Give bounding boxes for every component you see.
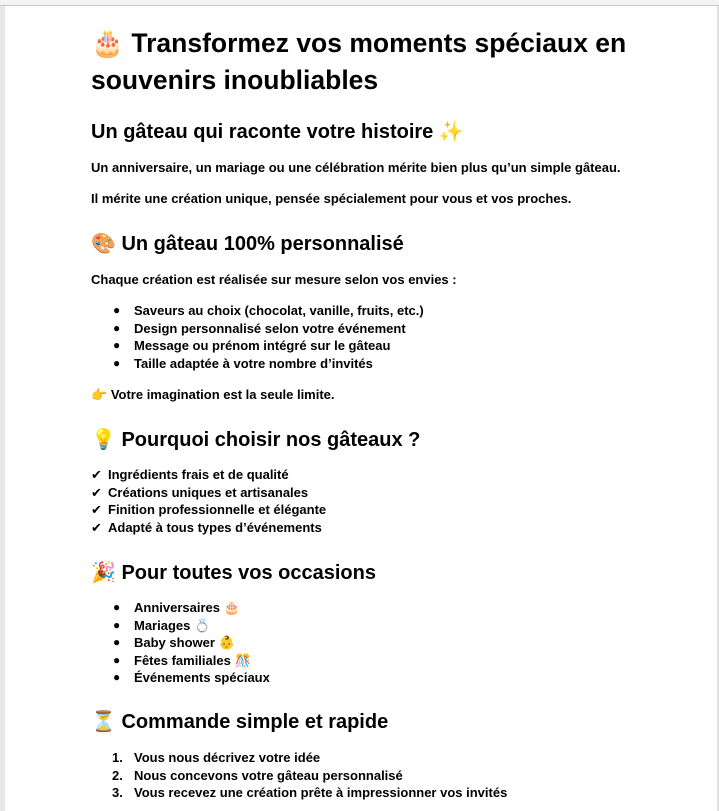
- list-item-text: Baby shower: [134, 635, 215, 650]
- hourglass-icon: ⏳: [91, 709, 116, 733]
- sparkles-icon: ✨: [438, 119, 464, 143]
- step-number: 1.: [112, 750, 123, 765]
- list-item-text: Créations uniques et artisanales: [108, 484, 309, 500]
- check-icon: ✔: [91, 519, 102, 535]
- bullet-icon: ●: [113, 600, 121, 614]
- step-number: 2.: [112, 767, 123, 783]
- list-item-text: Finition professionnelle et élégante: [108, 502, 327, 517]
- bullet-icon: ●: [113, 617, 121, 632]
- list-item-text: Événements spéciaux: [134, 670, 270, 685]
- list-item: [91, 501, 326, 519]
- list-item-text: Mariages: [134, 617, 191, 633]
- list-item-text: Anniversaires: [134, 600, 220, 615]
- section-heading-why: [91, 426, 420, 453]
- pointing-hand-icon: 👉: [91, 388, 108, 403]
- bullet-icon: ●: [113, 670, 121, 684]
- list-item-text: Ingrédients frais et de qualité: [108, 467, 289, 482]
- section-heading-occasions: [91, 559, 376, 586]
- title-text: Transformez vos moments spéciaux en souvenirs inoubliables: [91, 28, 627, 95]
- section-heading-story: [91, 118, 464, 145]
- bullet-icon: ●: [113, 355, 121, 370]
- paragraph: Il mérite une création unique, pensée spécialement pour vous et vos proches.: [91, 191, 572, 206]
- page-left-margin: [0, 6, 5, 811]
- bullet-icon: ●: [113, 303, 121, 317]
- list-item-text: Vous recevez une création prête à impressionner vos invités: [134, 785, 508, 800]
- heading-text: Un gâteau qui raconte votre histoire: [91, 121, 434, 143]
- artist-palette-icon: 🎨: [91, 231, 116, 255]
- birthday-cake-icon: 🎂: [91, 28, 124, 59]
- benefits-list: [91, 466, 326, 536]
- heading-text: Pour toutes vos occasions: [121, 562, 376, 584]
- document-title: [91, 25, 651, 98]
- paragraph: Un anniversaire, un mariage ou une célébration mérite bien plus qu’un simple gâteau.: [91, 160, 621, 175]
- page-top-border: [0, 0, 719, 6]
- list-item: [91, 466, 326, 484]
- step-number: 3.: [112, 785, 123, 800]
- list-item-text: Taille adaptée à votre nombre d’invités: [134, 355, 373, 371]
- baby-icon: 👶: [218, 636, 235, 651]
- list-item: [91, 519, 326, 537]
- bullet-icon: ●: [113, 652, 121, 667]
- heading-text: Commande simple et rapide: [121, 711, 389, 733]
- confetti-ball-icon: 🎊: [234, 653, 251, 669]
- list-item-text: Design personnalisé selon votre événement: [134, 320, 406, 336]
- heading-text: Un gâteau 100% personnalisé: [121, 233, 404, 255]
- party-popper-icon: 🎉: [91, 560, 116, 584]
- list-item: [91, 484, 326, 502]
- birthday-cake-icon: 🎂: [223, 601, 240, 616]
- bullet-icon: ●: [113, 320, 121, 335]
- ring-icon: 💍: [194, 618, 211, 634]
- check-icon: ✔: [91, 484, 102, 500]
- list-item-text: Adapté à tous types d’événements: [108, 519, 322, 535]
- paragraph-closing: [91, 386, 335, 405]
- check-icon: ✔: [91, 502, 102, 517]
- list-item-text: Saveurs au choix (chocolat, vanille, fruits, etc.): [134, 303, 424, 318]
- bullet-icon: ●: [113, 338, 121, 352]
- list-item-text: Message ou prénom intégré sur le gâteau: [134, 338, 391, 353]
- section-heading-order: [91, 708, 388, 735]
- section-heading-personalized: [91, 230, 404, 257]
- list-item-text: Vous nous décrivez votre idée: [134, 750, 321, 765]
- list-item-text: Fêtes familiales: [134, 652, 231, 668]
- paragraph-intro: Chaque création est réalisée sur mesure selon vos envies :: [91, 272, 457, 287]
- bullet-icon: ●: [113, 635, 121, 649]
- closing-text: Votre imagination est la seule limite.: [110, 387, 335, 402]
- list-item-text: Nous concevons votre gâteau personnalisé: [134, 767, 403, 783]
- heading-text: Pourquoi choisir nos gâteaux ?: [121, 429, 421, 451]
- light-bulb-icon: 💡: [91, 427, 116, 451]
- check-icon: ✔: [91, 467, 102, 482]
